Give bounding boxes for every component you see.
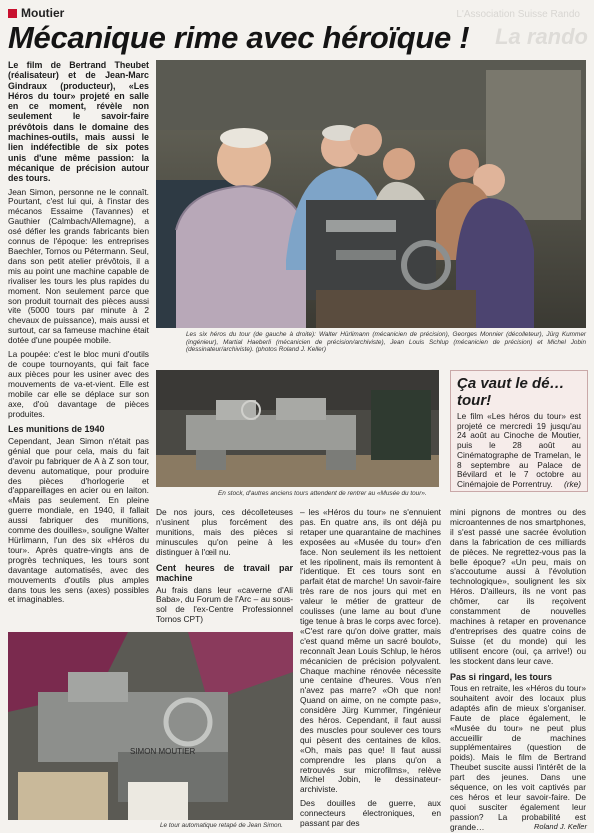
headline: Mécanique rime avec héroïque ! [8,20,470,55]
paragraph: De nos jours, ces décolleteuses n'usinent plus forcément des munitions, mais des pièces si minuscules qu'on peine à les distinguer à l'œil nu. [156,507,293,557]
section-label: Moutier [21,6,65,20]
column-2 [156,508,293,629]
author-signature: Roland J. Keller [534,822,587,831]
photo-simon-lathe [8,632,293,820]
machine-plate-text: SIMON MOUTIER [130,747,196,756]
lead-paragraph: Le film de Bertrand Theubet (réalisateur) et de Jean-Marc Gindraux (producteur), «Les Héros du tour» projeté en salle en ce moment, révèle non seulement le savoir-faire prévôtois dans le domaine des machines-outils, mais aussi le lien indéfectible de six potes unis d'une même passion: la mécanique de précision autour des tours. [8,60,149,184]
photo-six-heroes-image [156,60,586,328]
column-3 [300,508,441,833]
column-4 [450,508,586,833]
paragraph: Au frais dans leur «caverne d'Ali Baba», du Forum de l'Arc – au sous-sol de l'ex-Centre Professionnel Tornos CPT) [156,584,293,625]
photo-machines-stock [156,370,439,487]
photo-machines-stock-image [156,370,439,487]
info-box-body [457,412,581,490]
column-1 [8,60,149,609]
paragraph: Tous en retraite, les «Héros du tour» souhaitent avoir des locaux plus adaptés afin de mieux s'organiser. Faute de place également, le «Musée du tour» ne peut plus accueillir de machines supplémentaires (question de poids). Mais le film de Bertrand Theubet suscite aussi l'intérêt de la part des jeunes. Dans une séquence, on les voit captivés par ces héros et leur savoir-faire. De quoi susciter également leur passion? La probabilité est grande… [450,683,586,832]
info-box [450,370,588,492]
info-box-signature: (rke) [563,478,581,489]
caption-bottom-photo: Le tour automatique retapé de Jean Simon. [160,822,283,829]
section-header [8,7,586,21]
photo-six-heroes [156,60,586,328]
paragraph: Des douilles de guerre, aux connecteurs électroniques, en passant par des [300,798,441,829]
paragraph: Cependant, Jean Simon n'était pas génial que pour cela, mais du fait d'avoir pu fabriquer de A à Z son tour, devenu automatique, pour produire des pièces d'horlogerie et d'appareillages en acier ou en laiton. «Mais pas seulement. En pleine guerre mondiale, en 1940, il fallait aussi fabriquer des munitions, comme des douilles», souligne Walter Hürlimann, l'un des six «Héros du tour». Après quatre-vingts ans de progrès techniques, les tours sont davantage automatisés, avec des mouvements d'outils plus amples dans tous les sens (axes) possibles et imaginables. [8,435,149,605]
subheading: Les munitions de 1940 [8,424,105,435]
photo-simon-lathe-image [8,632,293,820]
caption-top-photo: Les six héros du tour (de gauche à droite): Walter Hürlimann (mécanicien de précision), Georges Monnier (décolleteur), Jürg Kummer (ingénieur), Martial Haeberli (mécanicien de précision/archiviste), Jean Louis Schlup (mécanicien de précision) et Michel Jobin (dessinateur/archiviste). (photos Roland J. Keller) [186,331,586,354]
paragraph: – les «Héros du tour» ne s'ennuient pas. En quatre ans, ils ont déjà pu retaper une quarantaine de machines exposées au «Musée du tour» d'en face. Non seulement ils les nettoient et les ripolinent, mais ils remontent à l'identique. Et ces tours sont en parfait état de marche! Un savoir-faire très rare de nos jours qui met en valeur le métier de gratteur de coulisses (une lame au bout d'une tige tenue à bras le corps avec force). «C'est rare qu'on doive gratter, mais c'est quand même un sacré boulot», reconnaît Jean Louis Schlup, le héros mécanicien de précision polyvalent. Chaque machine rénovée nécessite une centaine d'heures. Vous n'en n'avez pas marre? «Oh que non! Quand on aime, on ne compte pas», considère Jürg Kummer, l'ingénieur des héros. Cependant, il faut aussi des muscles pour soulever ces tours qui pèsent des centaines de kilos. «Oh, mais pas que! Il faut aussi comprendre les plans qu'on a retrouvés sur microfilms», relève Michel Jobin, le dessinateur-archiviste. [300,507,441,795]
paragraph: La poupée: c'est le bloc muni d'outils de coupe tournoyants, qui fait face aux pièces pour les usiner avec des mouvements de va-et-vient. Elle est mobile car elle se déplace sur son axe, d'où davantage de pièces produites. [8,349,149,419]
subheading: Cent heures de travail par machine [156,562,293,584]
subheading: Pas si ringard, les tours [450,671,553,682]
info-box-title: Ça vaut le dé… tour! [457,375,565,409]
bleed-through-title: La rando [495,24,588,49]
section-marker [8,9,17,18]
paragraph: Jean Simon, personne ne le connaît. Pourtant, c'est lui qui, à l'instar des mécanos Essaime (Tavannes) et Gauthier (Calmbach/Allemagne), a osé défier les grands fabricants bien connus de l'époque: les entreprises Baechler, Tornos ou Pétermann. Seul, dans son petit atelier prévôtois, il a mis au point une machine capable de rivaliser les tours les plus rapides du moment. Non seulement parce que son produit tournait des pièces aussi vite (5000 tours par minute à 2 chevaux de puissance), mais aussi et surtout, car sa fameuse machine était dotée d'une poupée mobile. [8,186,149,346]
info-box-text: Le film «Les héros du tour» est projeté ce mercredi 19 jusqu'au 24 août au Cinoche de Moutier, puis le 28 août au Cinématographe de Tramelan, le 8 septembre au Palace de Bévilard et le 7 octobre au Cinémajoie de Porrentruy. [457,411,581,489]
paragraph: mini pignons de montres ou des microantennes de nos smartphones, il s'est passé une sacrée évolution dans la fabrication de ces milliards de pièces. Ne regrettez-vous pas la belle époque? «Un peu, mais on s'accoutume aussi à l'évolution technologique», soulignent les six Héros. D'ailleurs, ils ne vont pas chômer, car ils reçoivent constamment de nouvelles machines à retaper en provenance d'entreprises des quatre coins de Suisse (et du monde) qui les utilisent encore (oui, ça arrive!) ou les stockent dans leur cave. [450,507,586,666]
caption-middle-photo: En stock, d'autres anciens tours attendent de rentrer au «Musée du tour». [218,490,427,497]
bleed-through-text: L'Association Suisse Rando [456,9,580,20]
